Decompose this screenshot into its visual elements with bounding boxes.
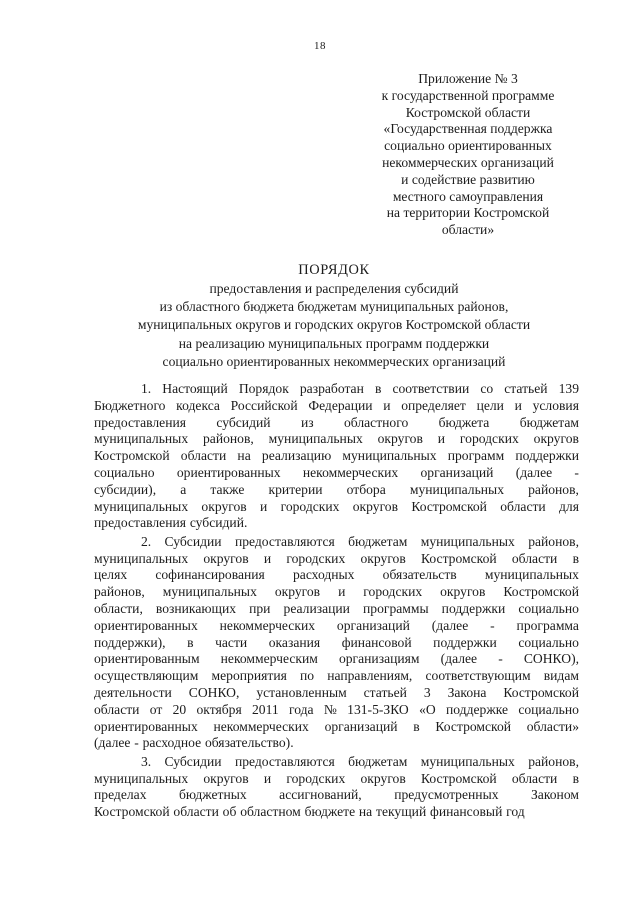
word: № — [323, 701, 337, 717]
word: (далее — [94, 735, 131, 751]
word: оказания — [268, 634, 321, 650]
word: области — [94, 701, 140, 717]
word: областном — [240, 804, 301, 820]
word: для — [559, 498, 579, 514]
word: соответствующим — [425, 668, 531, 684]
word: области — [173, 804, 219, 820]
paragraph-line — [94, 635, 579, 652]
word: ориентированных — [176, 464, 281, 480]
word: округов — [377, 431, 423, 447]
word: программы — [363, 600, 429, 616]
word: округов — [203, 770, 249, 786]
word: областного — [343, 414, 409, 430]
word: районов, — [528, 481, 579, 497]
paragraph-line — [94, 804, 579, 821]
word: Бюджетного — [94, 397, 166, 413]
word: реализацию — [261, 448, 332, 464]
word: 1. — [141, 381, 152, 396]
word: Порядок — [238, 381, 289, 396]
word: части — [215, 634, 248, 650]
word: бюджета — [438, 414, 490, 430]
word: по — [300, 668, 315, 684]
word: финансовый — [430, 804, 503, 820]
word: организаций — [324, 718, 398, 734]
word: социально — [518, 634, 579, 650]
word: Костромской — [421, 770, 497, 786]
word: осуществляющим — [94, 668, 199, 684]
paragraph-line — [94, 601, 579, 618]
word: округов — [352, 498, 399, 514]
word: Костромской — [94, 804, 170, 820]
word: муниципальных — [342, 448, 437, 464]
word: год — [506, 804, 525, 820]
document-body — [94, 381, 579, 823]
word: округов — [440, 584, 486, 600]
appendix-line: области» — [441, 222, 495, 238]
word: расходных — [292, 567, 355, 583]
word: муниципальных — [420, 533, 515, 549]
word: Федерации — [308, 397, 373, 413]
word: текущий — [376, 804, 427, 820]
word: и — [383, 397, 391, 413]
paragraph-line — [94, 618, 579, 635]
word: кодекса — [176, 397, 220, 413]
paragraph-line — [94, 465, 579, 482]
word: поддержки — [441, 600, 506, 616]
word: (далее — [440, 651, 478, 667]
word: статьей — [504, 381, 548, 396]
word: видам — [543, 668, 579, 684]
word: финансовой — [341, 634, 412, 650]
word: городских — [286, 550, 346, 566]
word: Закона — [447, 684, 487, 700]
word: районов, — [202, 431, 254, 447]
word: от — [149, 701, 163, 717]
word: области — [511, 770, 558, 786]
word: октября — [196, 701, 242, 717]
word: муниципальных — [162, 584, 257, 600]
word: муниципальных — [94, 498, 189, 514]
word: 131-5-ЗКО — [347, 701, 409, 717]
word: бюджете — [304, 804, 356, 820]
word: области — [511, 550, 558, 566]
word: при — [249, 600, 271, 616]
word: поддержке — [445, 701, 509, 717]
paragraph-line — [94, 754, 579, 771]
appendix-line: на территории Костромской — [386, 205, 550, 221]
word: на — [237, 448, 251, 464]
word: 3 — [423, 684, 431, 700]
word: предоставляются — [234, 753, 335, 769]
word: цели — [476, 397, 504, 413]
word: предоставления — [94, 515, 187, 531]
word: бюджетам — [348, 753, 408, 769]
word: СОНКО), — [523, 651, 579, 667]
word: субсидии), — [94, 481, 157, 497]
paragraph-line — [94, 499, 579, 516]
paragraph-line — [94, 787, 579, 804]
subtitle-line: социально ориентированных некоммерческих организаций — [162, 353, 506, 369]
word: городских — [280, 498, 340, 514]
word: в — [374, 381, 382, 396]
paragraph-line — [94, 771, 579, 788]
word: 2. — [141, 533, 152, 549]
document-subtitle — [0, 280, 640, 371]
word: районов, — [528, 533, 579, 549]
word: некоммерческих — [213, 718, 309, 734]
word: соответствии — [392, 381, 470, 396]
word: субсидий — [216, 414, 271, 430]
paragraph-line — [94, 431, 579, 448]
appendix-line: к государственной программе — [381, 87, 555, 103]
word: социально — [518, 600, 579, 616]
word: установленным — [256, 684, 347, 700]
paragraph-line — [94, 719, 579, 736]
word: ориентированных — [94, 718, 198, 734]
word: а — [180, 481, 187, 497]
word: и — [263, 550, 272, 566]
word: Костромской — [411, 498, 487, 514]
word: предоставляются — [234, 533, 335, 549]
word: округов — [274, 584, 321, 600]
word: Российской — [230, 397, 298, 413]
word: области» — [526, 718, 579, 734]
subtitle-line: из областного бюджета бюджетам муниципальных районов, — [159, 299, 509, 315]
word: городских — [363, 584, 423, 600]
word: Костромской — [421, 550, 497, 566]
word: некоммерческим — [220, 651, 318, 667]
appendix-line: некоммерческих организаций — [382, 154, 554, 170]
word: и — [338, 584, 346, 600]
word: области — [180, 448, 227, 464]
word: организаций — [336, 617, 410, 633]
appendix-line: Костромской области — [405, 104, 531, 120]
paragraph-line — [94, 534, 579, 551]
document-title: ПОРЯДОК — [298, 262, 370, 278]
word: организациям — [338, 651, 420, 667]
word: «О — [419, 701, 436, 717]
word: некоммерческих — [219, 617, 316, 633]
word: мероприятия — [211, 668, 287, 684]
paragraph — [94, 381, 579, 532]
paragraph-line — [94, 567, 579, 584]
paragraph-line — [94, 651, 579, 668]
word: 3. — [141, 753, 152, 769]
word: некоммерческих — [302, 464, 399, 480]
paragraph-line — [94, 685, 579, 702]
word: определяет — [401, 397, 466, 413]
word: в — [187, 634, 194, 650]
word: об — [222, 804, 237, 820]
word: муниципальных — [409, 481, 504, 497]
word: Субсидии — [164, 533, 222, 549]
word: Костромской — [503, 684, 579, 700]
word: поддержки), — [94, 634, 166, 650]
appendix-line: местного самоуправления — [392, 188, 544, 204]
page-number: 18 — [314, 40, 326, 52]
word: поддержки — [433, 634, 497, 650]
word: пределах — [94, 787, 147, 803]
word: статьей — [363, 684, 407, 700]
word: и — [260, 498, 268, 514]
word: муниципальных — [268, 431, 363, 447]
word: Субсидии — [164, 753, 222, 769]
word: 20 — [172, 701, 187, 717]
word: округов — [201, 498, 247, 514]
word: также — [210, 481, 245, 497]
word: районов, — [528, 753, 579, 769]
word: разработан — [299, 381, 364, 396]
word: муниципальных — [94, 770, 189, 786]
word: Костромской — [435, 718, 512, 734]
paragraph-line — [94, 398, 579, 415]
word: ориентированных — [94, 617, 198, 633]
appendix-line: Приложение № 3 — [418, 71, 518, 86]
paragraph-line — [94, 415, 579, 432]
paragraph-line — [94, 735, 579, 752]
word: расходное — [142, 735, 202, 751]
word: возникающих — [155, 600, 237, 616]
paragraph — [94, 754, 579, 821]
appendix-line: и содействие развитию — [401, 171, 535, 187]
word: предоставления — [94, 414, 187, 430]
word: в — [572, 550, 579, 566]
paragraph-line — [94, 482, 579, 499]
word: со — [480, 381, 494, 396]
word: условия — [532, 397, 579, 413]
word: и — [514, 397, 522, 413]
paragraph-line — [94, 551, 579, 568]
paragraph-line — [94, 702, 579, 719]
word: программа — [516, 617, 579, 633]
word: в — [572, 770, 579, 786]
word: поддержки — [515, 448, 579, 464]
word: бюджетных — [178, 787, 247, 803]
subtitle-line: предоставления и распределения субсидий — [209, 281, 459, 296]
word: муниципальных — [94, 550, 189, 566]
word: СОНКО, — [188, 684, 240, 700]
word: округов — [360, 770, 406, 786]
word: 2011 — [252, 701, 279, 717]
word: ассигнований, — [279, 787, 362, 803]
subtitle-line: на реализацию муниципальных программ поддержки — [178, 335, 490, 351]
word: области, — [94, 600, 143, 616]
word: - — [134, 735, 139, 751]
word: муниципальных — [420, 753, 515, 769]
word: и — [437, 431, 446, 447]
word: социально — [94, 464, 155, 480]
word: области — [500, 498, 546, 514]
word: социально — [518, 701, 579, 717]
word: реализации — [283, 600, 350, 616]
word: городских — [286, 770, 346, 786]
appendix-line: социально ориентированных — [384, 138, 552, 154]
word: критерии — [268, 481, 323, 497]
word: на — [358, 804, 373, 820]
word: субсидий. — [189, 515, 248, 531]
appendix-header — [368, 71, 568, 239]
word: отбора — [346, 481, 386, 497]
word: муниципальных — [94, 431, 189, 447]
word: софинансирования — [155, 567, 265, 583]
word: районов, — [94, 584, 145, 600]
word: округов — [360, 550, 406, 566]
word: из — [300, 414, 314, 430]
word: организаций — [420, 464, 494, 480]
word: - — [490, 617, 495, 633]
word: (далее — [515, 464, 553, 480]
subtitle-line: муниципальных округов и городских округов Костромской области — [137, 317, 531, 333]
paragraph-line — [94, 448, 579, 465]
paragraph-line — [94, 515, 579, 532]
word: Костромской — [94, 448, 170, 464]
word: программ — [447, 448, 505, 464]
word: городских — [459, 431, 519, 447]
word: бюджетам — [348, 533, 408, 549]
paragraph-line — [94, 668, 579, 685]
word: обязательство). — [204, 735, 294, 751]
paragraph-line — [94, 584, 579, 601]
appendix-line: «Государственная поддержка — [383, 121, 553, 137]
word: в — [413, 718, 420, 734]
word: направлениям, — [327, 668, 413, 684]
word: предусмотренных — [394, 787, 499, 803]
word: - — [574, 464, 579, 480]
word: ориентированным — [94, 651, 200, 667]
paragraph — [94, 534, 579, 752]
word: округов — [203, 550, 249, 566]
word: округов — [533, 431, 579, 447]
word: года — [288, 701, 314, 717]
word: муниципальных — [484, 567, 579, 583]
word: - — [498, 651, 503, 667]
word: целях — [94, 567, 128, 583]
word: (далее — [431, 617, 469, 633]
word: деятельности — [94, 684, 172, 700]
word: Законом — [530, 787, 579, 803]
word: Настоящий — [162, 381, 228, 396]
word: и — [263, 770, 272, 786]
word: бюджетам — [519, 414, 579, 430]
paragraph-line — [94, 381, 579, 398]
word: обязательств — [382, 567, 457, 583]
word: 139 — [558, 381, 579, 396]
word: Костромской — [503, 584, 579, 600]
